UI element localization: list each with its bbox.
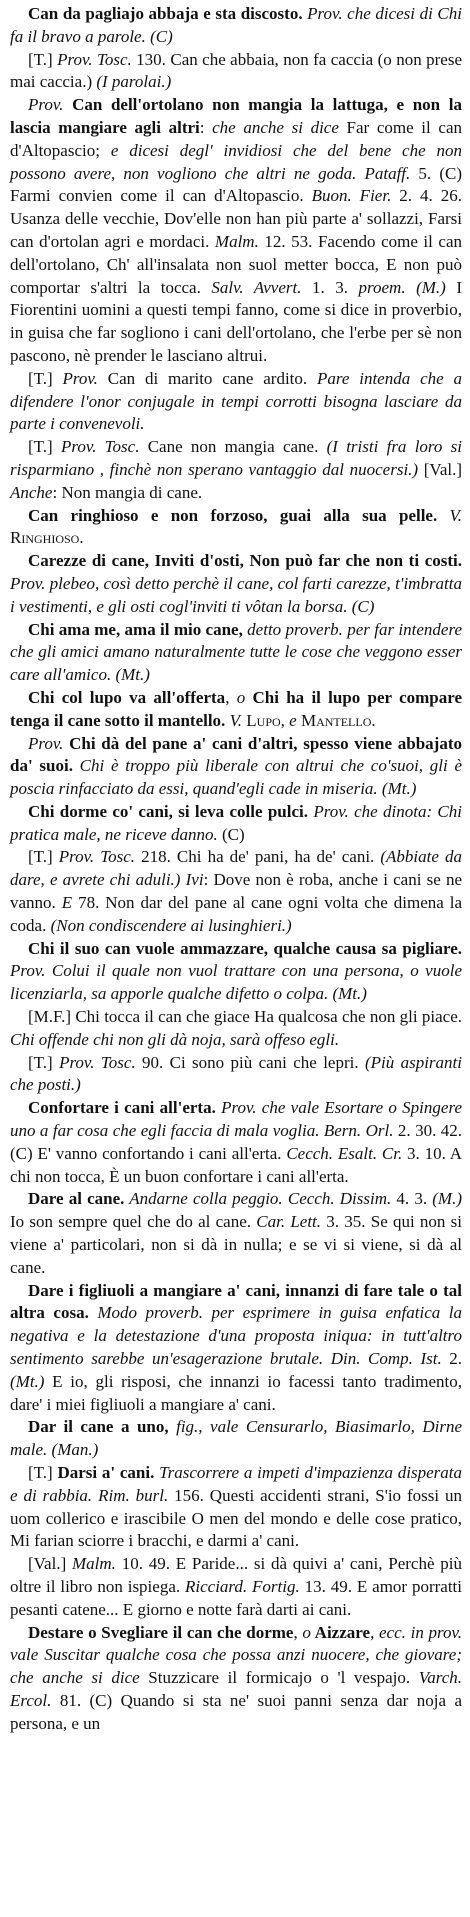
entry-text: Prov. che vale Esortare o Spingere uno a far cosa che egli faccia di mala voglia. Bern. Orl. bbox=[10, 1098, 462, 1141]
entry-text: [T.] bbox=[28, 437, 61, 457]
entry-text: (M.) bbox=[432, 1189, 462, 1209]
dictionary-entry bbox=[10, 94, 462, 368]
entry-text: Prov. Colui il quale non vuol trattare con una persona, o vuole licenziarla, sa apporle qualche difetto o colpa. (Mt.) bbox=[10, 961, 462, 1004]
entry-text: Prov. Tosc. bbox=[59, 1052, 136, 1072]
entry-text: Can di marito cane ardito. bbox=[97, 368, 317, 388]
entry-text: E bbox=[61, 893, 73, 913]
dictionary-entry bbox=[10, 1188, 462, 1279]
entry-text: ecc. in prov. vale Suscitar qualche cosa che possa anzi nuocere, che giovare; che anche si dice bbox=[10, 1622, 463, 1688]
entry-text: (Non condiscendere ai lusinghieri.) bbox=[50, 915, 292, 935]
entry-text: Carezze di cane, Inviti d'osti, Non può far che non ti costi. bbox=[28, 551, 462, 571]
entry-text: Pare intenda che a difendere l'onor conjugale in tempi corrotti bisogna lasciare da parte i convenevoli. bbox=[10, 368, 462, 434]
dictionary-entry bbox=[10, 1462, 462, 1553]
entry-text: Buon. Fier. bbox=[311, 186, 392, 206]
entry-text: Anche bbox=[10, 482, 53, 502]
dictionary-entry bbox=[10, 505, 462, 551]
entry-text: 2. 30. 42. (C) E' vanno confortando i cani all'erta. bbox=[10, 1121, 463, 1163]
entry-text: 218. Chi ha de' pani, ha de' cani. bbox=[135, 847, 381, 867]
entry-text: Stuzzicare il formicajo o 'l vespajo. bbox=[139, 1668, 419, 1688]
entry-text: Chi col lupo va all'offerta bbox=[28, 687, 226, 707]
dictionary-entry bbox=[10, 550, 462, 618]
dictionary-entry bbox=[10, 1553, 462, 1621]
entry-text: Io son sempre quel che do al cane. bbox=[10, 1212, 257, 1232]
dictionary-entry bbox=[10, 1416, 462, 1462]
entry-text: Andarne colla peggio. Cecch. Dissim. bbox=[124, 1189, 392, 1209]
entry-text: Dare al cane. bbox=[28, 1189, 125, 1209]
entry-text: Aizzare bbox=[310, 1622, 371, 1642]
entry-text: 5. (C) Farmi convien come il can d'Altopascio. bbox=[10, 163, 462, 206]
entry-text: Salv. Avvert. bbox=[211, 277, 302, 297]
entry-text: 13. 49. E amor porratti pesanti catene... E giorno e notte farà darti ai cani. bbox=[10, 1576, 462, 1619]
entry-text: 1. 3. bbox=[301, 277, 359, 297]
dictionary-entry bbox=[10, 1052, 462, 1098]
entry-text: Darsi a' cani. bbox=[57, 1463, 155, 1482]
dictionary-entry bbox=[10, 801, 462, 847]
entry-text: , bbox=[225, 687, 237, 707]
dictionary-entry bbox=[10, 436, 462, 504]
entry-text: Prov. plebeo, così detto perchè il cane, col farti carezze, t'imbratta i vestimenti, e gli osti cogl'inviti ti vôtan la borsa. (C) bbox=[10, 573, 462, 616]
entry-text: Car. Lett. bbox=[256, 1212, 322, 1232]
dictionary-entry bbox=[10, 846, 462, 937]
dictionary-entry bbox=[10, 1622, 462, 1736]
entry-text: [Val.] bbox=[418, 459, 462, 479]
entry-text: o bbox=[302, 1622, 311, 1642]
entry-text: V. bbox=[225, 710, 243, 730]
entry-text: Cecch. Esalt. Cr. bbox=[286, 1143, 403, 1163]
entry-text: Chi dorme co' cani, si leva colle pulci. bbox=[28, 801, 309, 821]
entry-text: Far come il can d'Altopascio; bbox=[10, 117, 462, 160]
entry-text: [T.] bbox=[28, 1052, 60, 1072]
dictionary-entry bbox=[10, 687, 462, 733]
entry-text: che anche si dice bbox=[212, 117, 339, 137]
entry-text: [T.] bbox=[28, 368, 63, 388]
entry-text: V. bbox=[437, 505, 462, 525]
entry-text: Can dell'ortolano non mangia la lattuga, e non la lascia mangiare agli altri bbox=[10, 95, 462, 137]
entry-text: Chi ama me, ama il mio cane, bbox=[28, 619, 243, 639]
entry-text: [Val.] bbox=[28, 1554, 73, 1574]
entry-text: 2. bbox=[441, 1349, 462, 1369]
entry-text: (Abbiate da dare, e avrete chi aduli.) Ivi bbox=[10, 847, 462, 890]
entry-text: [T.] bbox=[28, 1463, 58, 1482]
entry-text: Varch. Ercol. bbox=[10, 1668, 462, 1710]
entry-text: Trascorrere a impeti d'impazienza disperata e di rabbia. Rim. burl. bbox=[10, 1463, 462, 1505]
dictionary-entry bbox=[10, 619, 462, 687]
entry-text: 3. 10. A chi non tocca, È un buon confortare i cani all'erta. bbox=[10, 1143, 462, 1186]
entry-text: (I parolai.) bbox=[96, 72, 172, 92]
dictionary-entry bbox=[10, 1097, 462, 1188]
entry-text: Confortare i cani all'erta. bbox=[28, 1098, 216, 1118]
entry-text: Modo proverb. per esprimere in guisa enfatica la negativa e la detestazione d'una proposta iniqua: in tutt'altro sentimento sarebbe un'esagerazione brutale. Din. Comp. Ist. bbox=[10, 1303, 462, 1369]
entry-text: Prov. Tosc. bbox=[57, 49, 132, 69]
entry-text: o bbox=[236, 687, 246, 707]
entry-text: 2. 4. 26. Usanza delle vecchie, Dov'elle non han più parte a' sollazzi, Farsi can d'ortolan agri e mordaci. bbox=[10, 186, 462, 251]
entry-text: Chi offende chi non gli dà noja, sarà offeso egli. bbox=[10, 1029, 340, 1049]
entry-text: , bbox=[280, 710, 290, 730]
entry-text: 130. Can che abbaia, non fa caccia (o non prese mai caccia.) bbox=[10, 49, 462, 92]
entry-text: I Fiorentini uomini a questi tempi fanno, come si dice in proverbio, in guisa che far sogliono i cani dell'ortolano, che l'erbe per sè non pascono, nè prender le lasciano altrui. bbox=[10, 277, 463, 365]
entry-text: Dar il cane a uno, bbox=[28, 1417, 169, 1437]
dictionary-entry bbox=[10, 49, 462, 95]
entry-text: Prov. Tosc. bbox=[60, 437, 140, 457]
entry-text: Destare o Svegliare il can che dorme bbox=[28, 1622, 294, 1642]
entry-text: Prov. bbox=[28, 733, 64, 753]
entry-text: e bbox=[289, 710, 297, 730]
dictionary-entry bbox=[10, 733, 462, 801]
entry-text: 156. Questi accidenti strani, S'io fossi un uom collerico e irascibile O men del mondo e delle cose pratico, Mi farian sciorre i bracchi, e darmi a' cani. bbox=[10, 1485, 462, 1551]
entry-text: Ricciard. Fortig. bbox=[185, 1576, 300, 1596]
entry-text: detto proverb. per far intendere che gli amici amano naturalmente tutte le cose che veggono esser care all'amico. (Mt.) bbox=[10, 619, 462, 685]
entry-text: Can da pagliajo abbaja e sta discosto. bbox=[28, 4, 303, 23]
entry-text: Mantello. bbox=[296, 710, 376, 730]
entry-text: : Dove non è roba, anche i cani se ne vanno. bbox=[10, 870, 462, 913]
entry-text: Dare i figliuoli a mangiare a' cani, innanzi di fare tale o tal altra cosa. bbox=[10, 1280, 462, 1323]
entry-text: [T.] bbox=[28, 847, 59, 867]
entry-text: Prov. bbox=[62, 368, 98, 388]
dictionary-entry bbox=[10, 1006, 462, 1052]
entry-text: 4. 3. bbox=[391, 1189, 433, 1209]
entry-text: [M.F.] Chi tocca il can che giace Ha qualcosa che non gli piace. bbox=[28, 1007, 462, 1027]
entry-text: Malm. bbox=[214, 231, 259, 251]
entry-text: Chi il suo can vuole ammazzare, qualche causa sa pigliare. bbox=[28, 938, 462, 958]
entry-text: E io, gli risposi, che innanzi io facessi tanto tradimento, dare' i miei figliuoli a mangiare a' cani. bbox=[10, 1371, 462, 1414]
entry-text: Chi è troppo più liberale con altrui che co'suoi, gli è poscia rinfacciato da essi, quand'egli cade in miseria. (Mt.) bbox=[10, 756, 462, 799]
entry-text: (Più aspiranti che posti.) bbox=[10, 1052, 462, 1095]
entry-text: : bbox=[199, 117, 213, 137]
entry-text: proem. (M.) bbox=[358, 277, 446, 297]
entry-text: 90. Ci sono più cani che lepri. bbox=[135, 1052, 365, 1072]
entry-text: 3. 35. Se qui non si viene a' particolari, non si dà in nulla; e se vi si viene, si dà al cane. bbox=[10, 1212, 462, 1277]
entry-text: Prov. bbox=[28, 95, 64, 115]
entry-text: (C) bbox=[217, 824, 245, 844]
entry-text: e dicesi degl' invidiosi che del bene che non possono avere, non vogliono che altri ne goda. Pataff. bbox=[10, 140, 462, 183]
entry-text: Cane non mangia cane. bbox=[139, 437, 327, 457]
entry-text: Malm. bbox=[72, 1554, 116, 1574]
dictionary-entry bbox=[10, 3, 462, 49]
entry-text: , bbox=[370, 1622, 380, 1642]
entry-text: 78. Non dar del pane al cane ogni volta che dimena la coda. bbox=[10, 893, 462, 935]
entry-text: Chi ha il lupo per compare tenga il cane sotto il mantello. bbox=[10, 687, 463, 730]
dictionary-entry bbox=[10, 368, 462, 436]
entry-text: Chi dà del pane a' cani d'altri, spesso viene abbajato da' suoi. bbox=[10, 733, 462, 776]
entry-text: 10. 49. E Paride... si dà quivi a' cani, Perchè più oltre il libro non ispiega. bbox=[10, 1554, 463, 1596]
entry-text: Prov. che dicesi di Chi fa il bravo a parole. (C) bbox=[10, 4, 462, 46]
entry-text: 81. (C) Quando si sta ne' suoi panni senza dar noja a persona, e un bbox=[10, 1690, 462, 1733]
entry-text: (Mt.) bbox=[10, 1371, 45, 1391]
entry-text: [T.] bbox=[28, 49, 58, 69]
entry-text: 12. 53. Facendo come il can dell'ortolano, Ch' all'insalata non suol metter bocca, E non può comportar s'altri la tocca. bbox=[10, 231, 462, 297]
entry-text: Lupo bbox=[242, 710, 281, 730]
entry-text: , bbox=[293, 1622, 303, 1642]
entry-text: Can ringhioso e non forzoso, guai alla sua pelle. bbox=[28, 505, 438, 525]
entry-text: : Non mangia di cane. bbox=[52, 482, 203, 502]
entry-text: Prov. che dinota: Chi pratica male, ne riceve danno. bbox=[10, 801, 462, 844]
entry-text: Prov. Tosc. bbox=[58, 847, 136, 867]
entry-text: fig., vale Censurarlo, Biasimarlo, Dirne male. (Man.) bbox=[10, 1417, 462, 1460]
dictionary-entry bbox=[10, 938, 462, 1006]
entry-text: Ringhioso. bbox=[10, 528, 84, 548]
dictionary-entry bbox=[10, 1280, 462, 1417]
entry-text: (I tristi fra loro si risparmiano , finchè non sperano vantaggio dal nuocersi.) bbox=[10, 437, 463, 479]
